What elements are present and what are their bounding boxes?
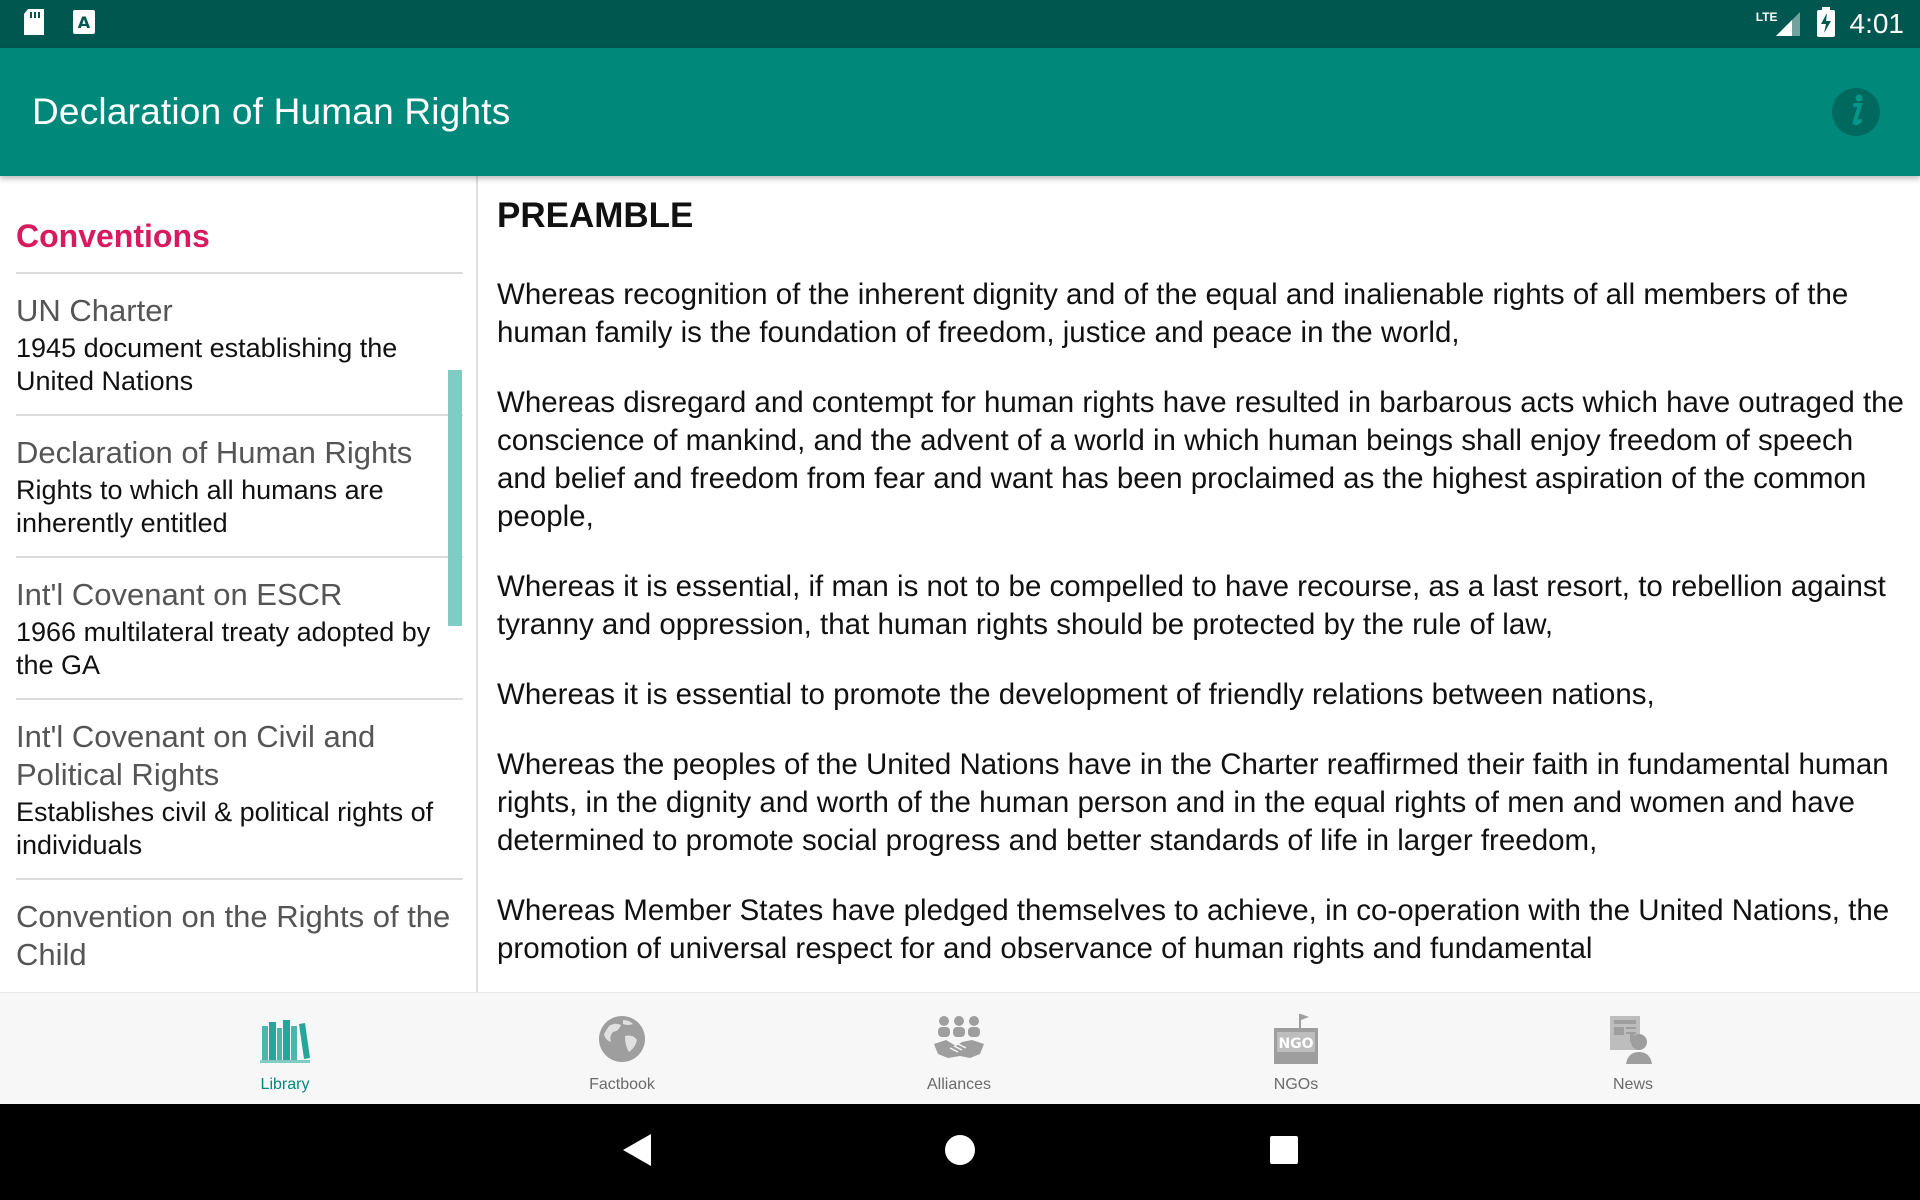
sidebar xyxy=(0,176,478,992)
system-nav-bar xyxy=(0,1104,1920,1200)
sidebar-item-title: Declaration of Human Rights xyxy=(16,435,413,470)
sidebar-item-escr[interactable] xyxy=(16,558,463,700)
globe-icon xyxy=(595,1012,649,1066)
ngo-icon-text: NGO xyxy=(1278,1036,1314,1052)
recents-icon xyxy=(1269,1135,1299,1170)
status-right xyxy=(1756,7,1904,42)
sidebar-item-rights-of-child[interactable] xyxy=(16,880,463,990)
network-label: LTE xyxy=(1755,10,1778,24)
sidebar-item-un-charter[interactable] xyxy=(16,274,463,416)
nav-label: Library xyxy=(260,1076,310,1093)
nav-label: Alliances xyxy=(926,1076,992,1093)
status-left xyxy=(22,8,96,41)
back-icon xyxy=(619,1132,653,1173)
preamble-paragraph: Whereas Member States have pledged themselves to achieve, in co-operation with the United Nations, the promotion of universal respect for and observance of human rights and fundamental xyxy=(497,894,1890,965)
news-icon xyxy=(1606,1012,1660,1066)
back-button[interactable] xyxy=(612,1128,660,1176)
sidebar-item-subtitle: Rights to which all humans are inherently entitled xyxy=(16,475,384,538)
nav-ngos[interactable] xyxy=(1196,993,1396,1105)
sidebar-header: Conventions xyxy=(16,218,210,254)
recents-button[interactable] xyxy=(1260,1128,1308,1176)
nav-label: Factbook xyxy=(589,1076,655,1093)
preamble-paragraph: Whereas disregard and contempt for human rights have resulted in barbarous acts which have outraged the conscience of mankind, and the advent of a world in which human beings shall enjoy freedom of speech and belief and freedom from fear and want has been proclaimed as the highest aspiration of the common people, xyxy=(497,386,1904,533)
preamble-paragraph: Whereas the peoples of the United Nations have in the Charter reaffirmed their faith in fundamental human rights, in the dignity and worth of the human person and in the equal rights of men and women and have determined to promote social progress and better standards of life in larger freedom, xyxy=(497,748,1889,857)
sidebar-item-title: Int'l Covenant on Civil and Political Rights xyxy=(16,719,376,792)
keyboard-a-icon xyxy=(72,9,96,40)
sidebar-item-title: UN Charter xyxy=(16,293,173,328)
ngo-icon xyxy=(1269,1012,1323,1066)
preamble-paragraph: Whereas it is essential to promote the development of friendly relations between nations, xyxy=(497,678,1655,711)
sidebar-item-declaration[interactable] xyxy=(16,416,463,558)
sidebar-scrollbar-thumb[interactable] xyxy=(448,370,462,626)
nav-news[interactable] xyxy=(1533,993,1733,1105)
home-icon xyxy=(943,1133,977,1172)
nav-label: NGOs xyxy=(1273,1076,1319,1093)
battery-charging-icon xyxy=(1816,7,1836,42)
app-bar xyxy=(0,48,1920,176)
home-button[interactable] xyxy=(936,1128,984,1176)
status-time: 4:01 xyxy=(1849,8,1904,39)
sidebar-item-subtitle: 1945 document establishing the United Nations xyxy=(16,333,398,396)
content-pane[interactable] xyxy=(480,176,1920,992)
books-icon xyxy=(258,1012,312,1066)
app-title: Declaration of Human Rights xyxy=(32,91,511,132)
svg-text:A: A xyxy=(77,12,91,32)
preamble-paragraph: Whereas recognition of the inherent dignity and of the equal and inalienable rights of all members of the human family is the foundation of freedom, justice and peace in the world, xyxy=(497,278,1849,349)
sidebar-item-title: Convention on the Rights of the Child xyxy=(16,899,451,972)
sidebar-item-civil-political[interactable] xyxy=(16,700,463,880)
lte-signal-icon xyxy=(1756,10,1802,38)
preamble-paragraph: Whereas it is essential, if man is not to be compelled to have recourse, as a last resort, to rebellion against tyranny and oppression, that human rights should be protected by the rule of law, xyxy=(497,570,1886,641)
content-title: PREAMBLE xyxy=(497,196,694,235)
handshake-icon xyxy=(932,1012,986,1066)
status-bar xyxy=(0,0,1920,48)
sidebar-item-title: Int'l Covenant on ESCR xyxy=(16,577,343,612)
sidebar-item-subtitle: 1966 multilateral treaty adopted by the GA xyxy=(16,617,431,680)
info-button[interactable] xyxy=(1832,88,1880,136)
info-icon xyxy=(1843,93,1869,132)
nav-factbook[interactable] xyxy=(522,993,722,1105)
sidebar-list xyxy=(16,274,463,990)
sd-card-icon xyxy=(22,8,46,41)
bottom-nav xyxy=(0,992,1920,1104)
sidebar-item-subtitle: Establishes civil & political rights of individuals xyxy=(16,797,434,860)
nav-alliances[interactable] xyxy=(859,993,1059,1105)
nav-label: News xyxy=(1612,1076,1653,1093)
nav-library[interactable] xyxy=(185,993,385,1105)
